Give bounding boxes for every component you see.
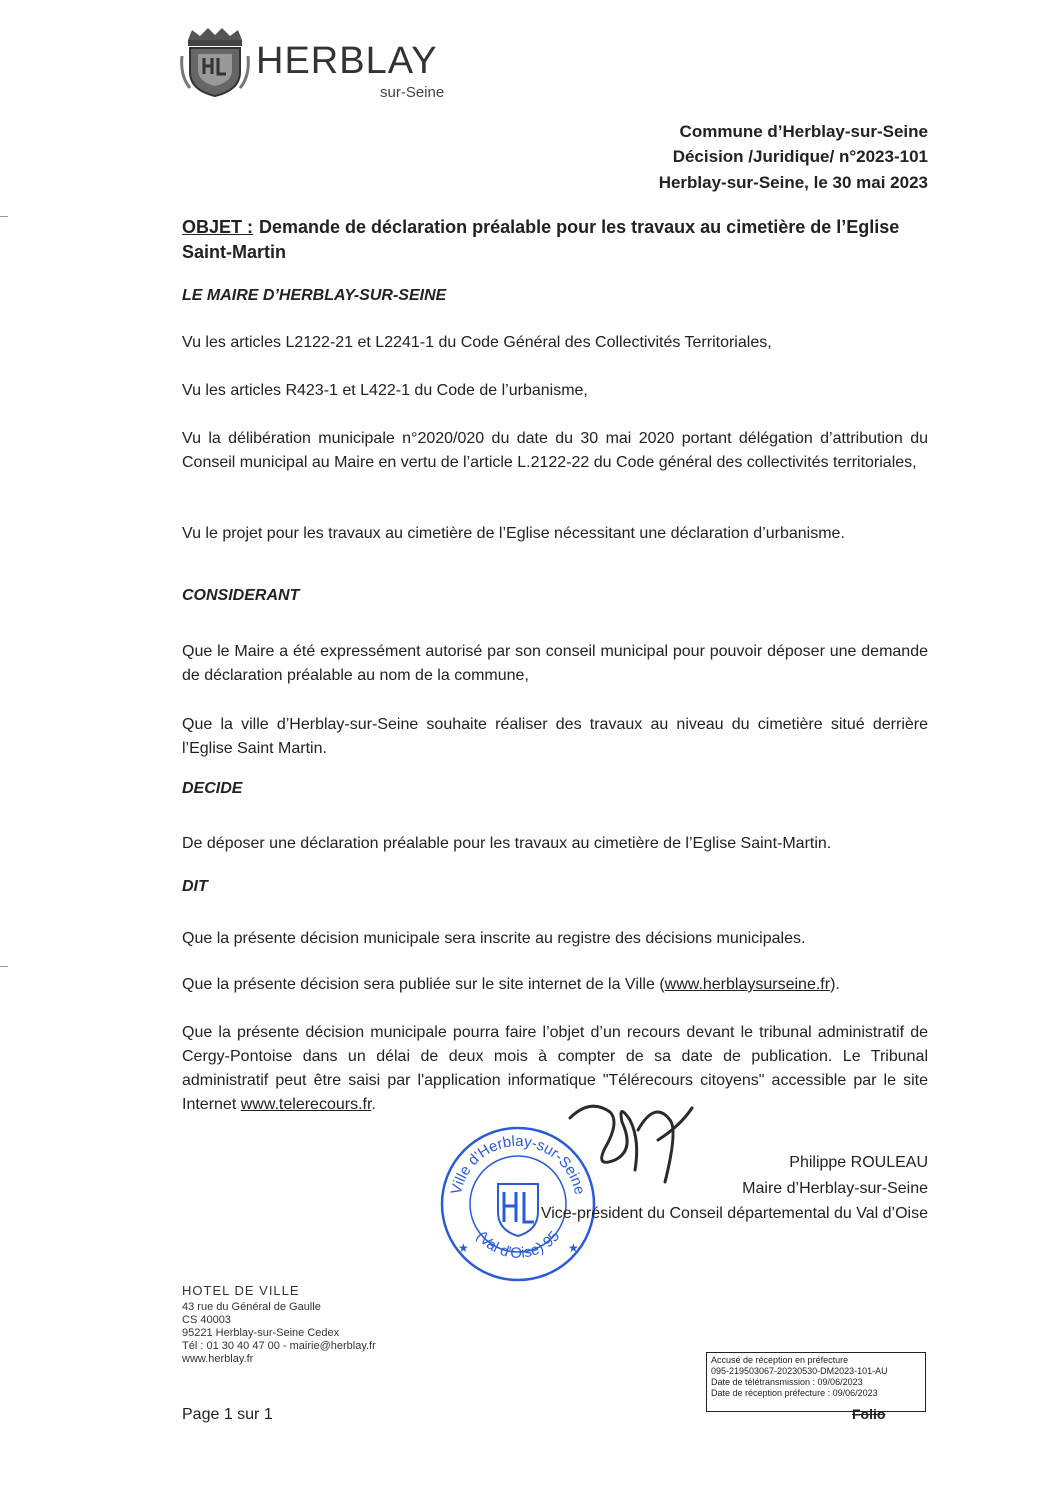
maire-heading: LE MAIRE D’HERBLAY-SUR-SEINE (182, 287, 447, 304)
decide-heading: DECIDE (182, 780, 243, 797)
accuse-line: Accusé de réception en préfecture (711, 1355, 849, 1365)
vu-paragraph-1: Vu les articles L2122-21 et L2241-1 du Code Général des Collectivités Territoriales, (182, 334, 772, 351)
footer-line: www.herblay.fr (182, 1353, 254, 1365)
coat-of-arms-icon (180, 26, 250, 98)
objet-label: OBJET : (182, 217, 254, 237)
header-date: Herblay-sur-Seine, le 30 mai 2023 (658, 173, 928, 192)
svg-text:★: ★ (458, 1241, 469, 1255)
seal-text-bottom: (Val d'Oise) 95 (472, 1227, 564, 1262)
vu-paragraph-3: Vu la délibération municipale n°2020/020 du date du 30 mai 2020 portant délégation d’attribution du Conseil municipal au Maire en vertu de l’article L.2122-22 du Code général des collectivités territoriales, (182, 430, 928, 471)
dit-heading: DIT (182, 878, 208, 895)
accuse-line: Date de télétransmission : 09/06/2023 (711, 1377, 863, 1387)
considerant-heading: CONSIDERANT (182, 587, 300, 604)
accuse-reception-box (706, 1352, 926, 1412)
margin-mark (0, 216, 8, 217)
dit-paragraph-3-end: . (371, 1096, 376, 1113)
footer-line: 95221 Herblay-sur-Seine Cedex (182, 1327, 340, 1339)
footer-title: HOTEL DE VILLE (182, 1283, 300, 1298)
header-decision-number: Décision /Juridique/ n°2023-101 (672, 147, 928, 166)
margin-mark (0, 966, 8, 967)
dit-paragraph-3 (182, 1021, 928, 1117)
accuse-line: Date de réception préfecture : 09/06/2023 (711, 1388, 878, 1398)
seal-text-top: Ville d'Herblay-sur-Seine (447, 1132, 589, 1197)
dit-paragraph-2-text: Que la présente décision sera publiée sur le site internet de la Ville ( (182, 976, 665, 993)
dit-paragraph-1: Que la présente décision municipale sera inscrite au registre des décisions municipales. (182, 930, 806, 947)
objet-text: Demande de déclaration préalable pour les travaux au cimetière de l’Eglise Saint-Martin (182, 217, 900, 262)
signatory-title-1: Maire d’Herblay-sur-Seine (742, 1180, 928, 1197)
vu-paragraph-4: Vu le projet pour les travaux au cimetière de l’Eglise nécessitant une déclaration d’urbanisme. (182, 525, 845, 542)
footer-line: Tél : 01 30 40 47 00 - mairie@herblay.fr (182, 1340, 376, 1352)
dit-paragraph-2 (182, 973, 928, 997)
handwritten-signature (560, 1090, 710, 1190)
signatory-title-2: Vice-président du Conseil départemental du Val d’Oise (540, 1205, 928, 1222)
considerant-paragraph-2: Que la ville d’Herblay-sur-Seine souhaite réaliser des travaux au niveau du cimetière situé derrière l’Eglise Saint Martin. (182, 716, 928, 757)
header-commune: Commune d’Herblay-sur-Seine (679, 122, 928, 141)
folio-label: Folio (852, 1406, 886, 1422)
signatory-name: Philippe ROULEAU (789, 1154, 928, 1171)
herblay-website-link[interactable]: www.herblaysurseine.fr (664, 976, 831, 993)
footer-line: CS 40003 (182, 1314, 231, 1326)
footer-line: 43 rue du Général de Gaulle (182, 1301, 321, 1313)
logo-name: HERBLAY (256, 40, 438, 82)
accuse-line: 095-219503067-20230530-DM2023-101-AU (711, 1366, 888, 1376)
decide-paragraph: De déposer une déclaration préalable pour les travaux au cimetière de l’Eglise Saint-Martin. (182, 835, 832, 852)
svg-text:★: ★ (568, 1241, 579, 1255)
telerecours-link[interactable]: www.telerecours.fr (240, 1096, 372, 1113)
objet (182, 215, 930, 265)
logo-subtitle: sur-Seine (380, 84, 445, 101)
herblay-logo (180, 26, 460, 106)
dit-paragraph-2-end: ). (830, 976, 840, 993)
footer-address (182, 1284, 376, 1366)
page-number: Page 1 sur 1 (182, 1406, 273, 1423)
considerant-paragraph-1: Que le Maire a été expressément autorisé par son conseil municipal pour pouvoir déposer une demande de déclaration préalable au nom de la commune, (182, 643, 928, 684)
vu-paragraph-2: Vu les articles R423-1 et L422-1 du Code de l’urbanisme, (182, 382, 588, 399)
dit-paragraph-3-text: Que la présente décision municipale pourra faire l’objet d’un recours devant le tribunal administratif de Cergy-Pontoise dans un délai de deux mois à compter de sa date de publication. Le Tribunal administratif peut être saisi par l'application informatique "Télérecours citoyens" accessible par le site Internet (182, 1024, 928, 1113)
